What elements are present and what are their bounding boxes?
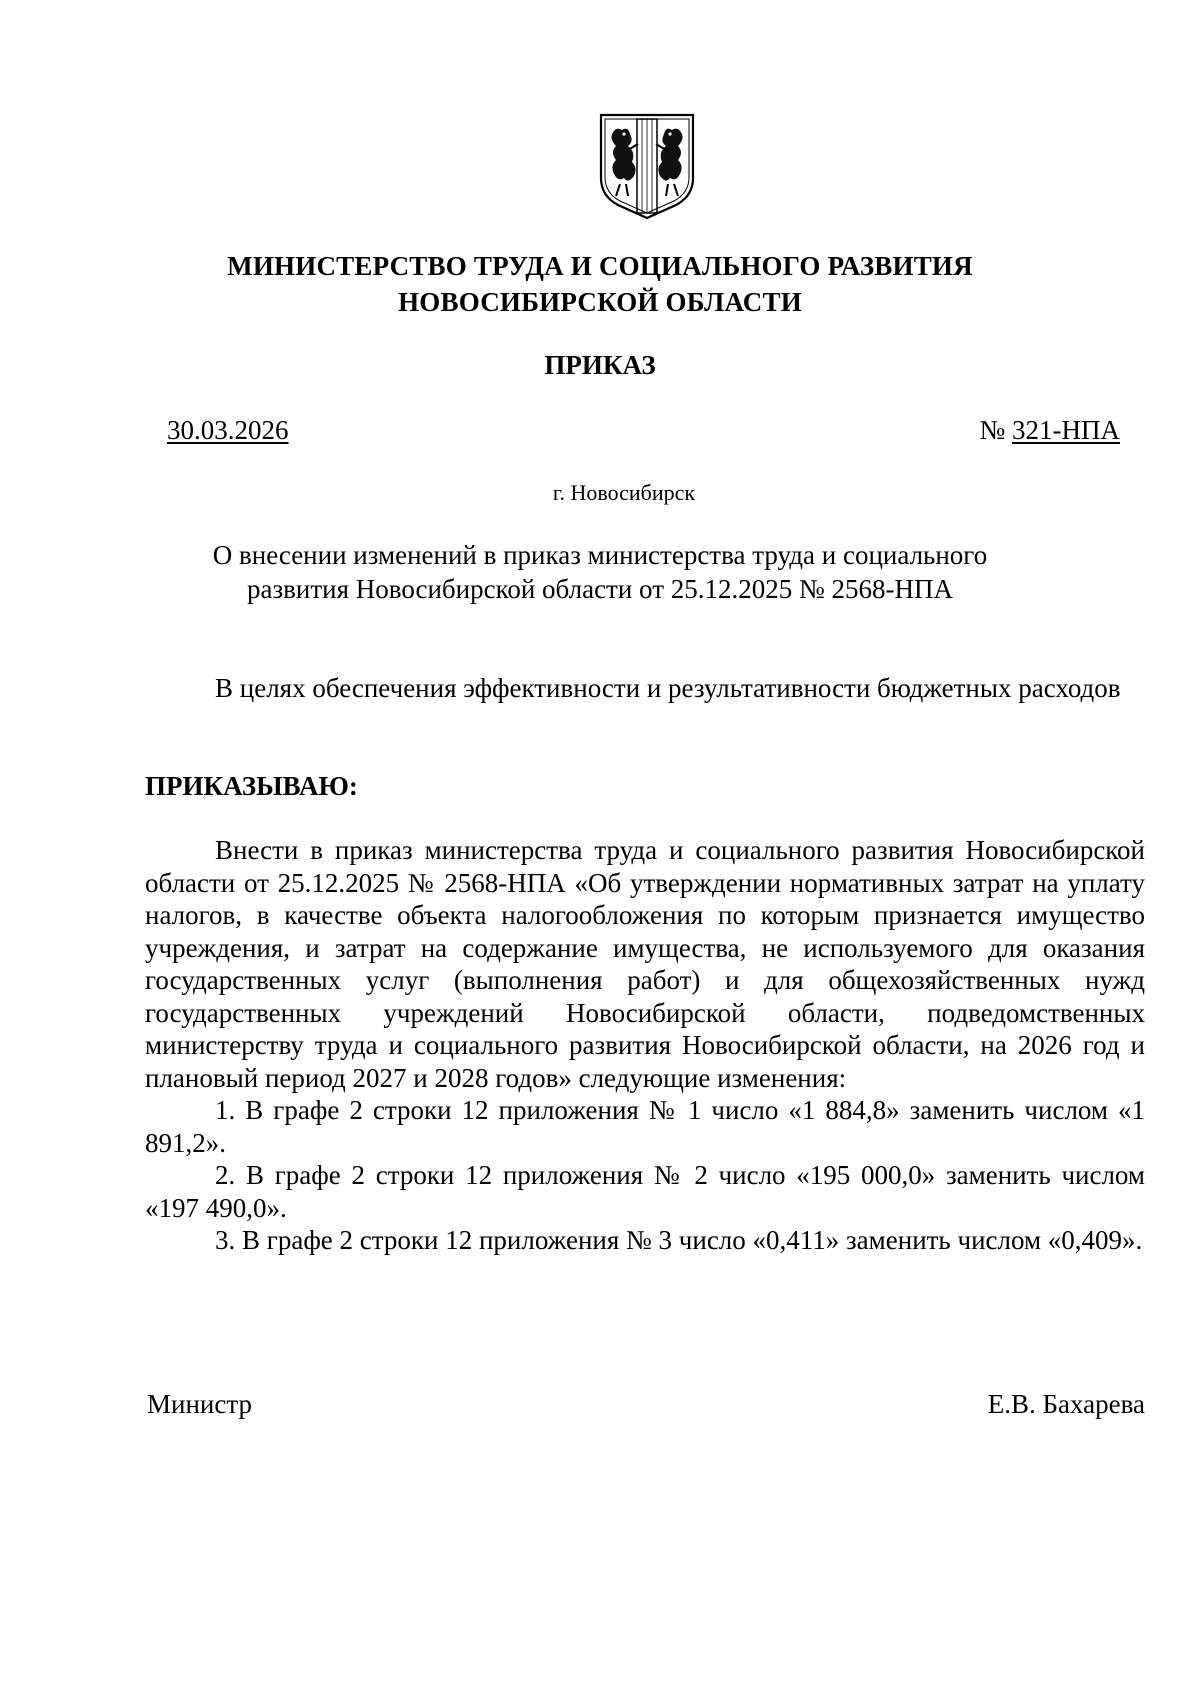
city: г. Новосибирск	[552, 480, 696, 505]
order-subject-line2: развития Новосибирской области от 25.12.2025 № 2568-НПА	[247, 574, 953, 604]
amendment-item	[145, 1224, 1145, 1257]
main-text: Внести в приказ министерства труда и социального развития Новосибирской области от 25.12.2025 № 2568-НПА «Об утверждении нормативных затрат на уплату налогов, в качестве объекта налогообложения по которым признается имущество учреждения, и затрат на содержание имущества, не используемого для оказания государственных услуг (выполнения работ) и для общехозяйственных нужд государственных учреждений Новосибирской области, подведомственных министерству труда и социального развития Новосибирской области, на 2026 год и плановый период 2027 и 2028 годов» следующие изменения:	[145, 835, 1145, 1093]
document-type: ПРИКАЗ	[544, 350, 656, 380]
amendment-item	[145, 1159, 1145, 1224]
amendment-item-1: 1. В графе 2 строки 12 приложения № 1 число «1 884,8» заменить числом «1 891,2».	[145, 1095, 1145, 1158]
coat-of-arms-icon	[598, 112, 696, 220]
order-number-value: 321-НПА	[1012, 415, 1120, 445]
ministry-name	[120, 248, 1080, 320]
signatory-name: Е.В. Бахарева	[987, 1389, 1145, 1419]
order-subject	[180, 538, 1020, 606]
preamble-paragraph	[145, 672, 1145, 705]
amendment-item-2: 2. В графе 2 строки 12 приложения № 2 число «195 000,0» заменить числом «197 490,0».	[145, 1160, 1145, 1223]
order-number	[979, 412, 1120, 448]
main-paragraph	[145, 834, 1145, 1094]
order-date	[167, 412, 289, 448]
order-subject-line1: О внесении изменений в приказ министерства труда и социального	[212, 540, 988, 570]
ministry-name-line2: НОВОСИБИРСКОЙ ОБЛАСТИ	[398, 287, 802, 317]
ministry-name-line1: МИНИСТЕРСТВО ТРУДА И СОЦИАЛЬНОГО РАЗВИТИЯ	[227, 251, 973, 281]
amendment-item	[145, 1094, 1145, 1159]
amendment-item-3: 3. В графе 2 строки 12 приложения № 3 число «0,411» заменить числом «0,409».	[215, 1225, 1143, 1255]
order-date-value: 30.03.2026	[167, 415, 289, 445]
order-number-prefix: №	[979, 415, 1006, 445]
order-word: ПРИКАЗЫВАЮ:	[145, 771, 358, 801]
preamble-text: В целях обеспечения эффективности и результативности бюджетных расходов	[215, 673, 1121, 703]
signatory-title: Министр	[147, 1389, 252, 1419]
